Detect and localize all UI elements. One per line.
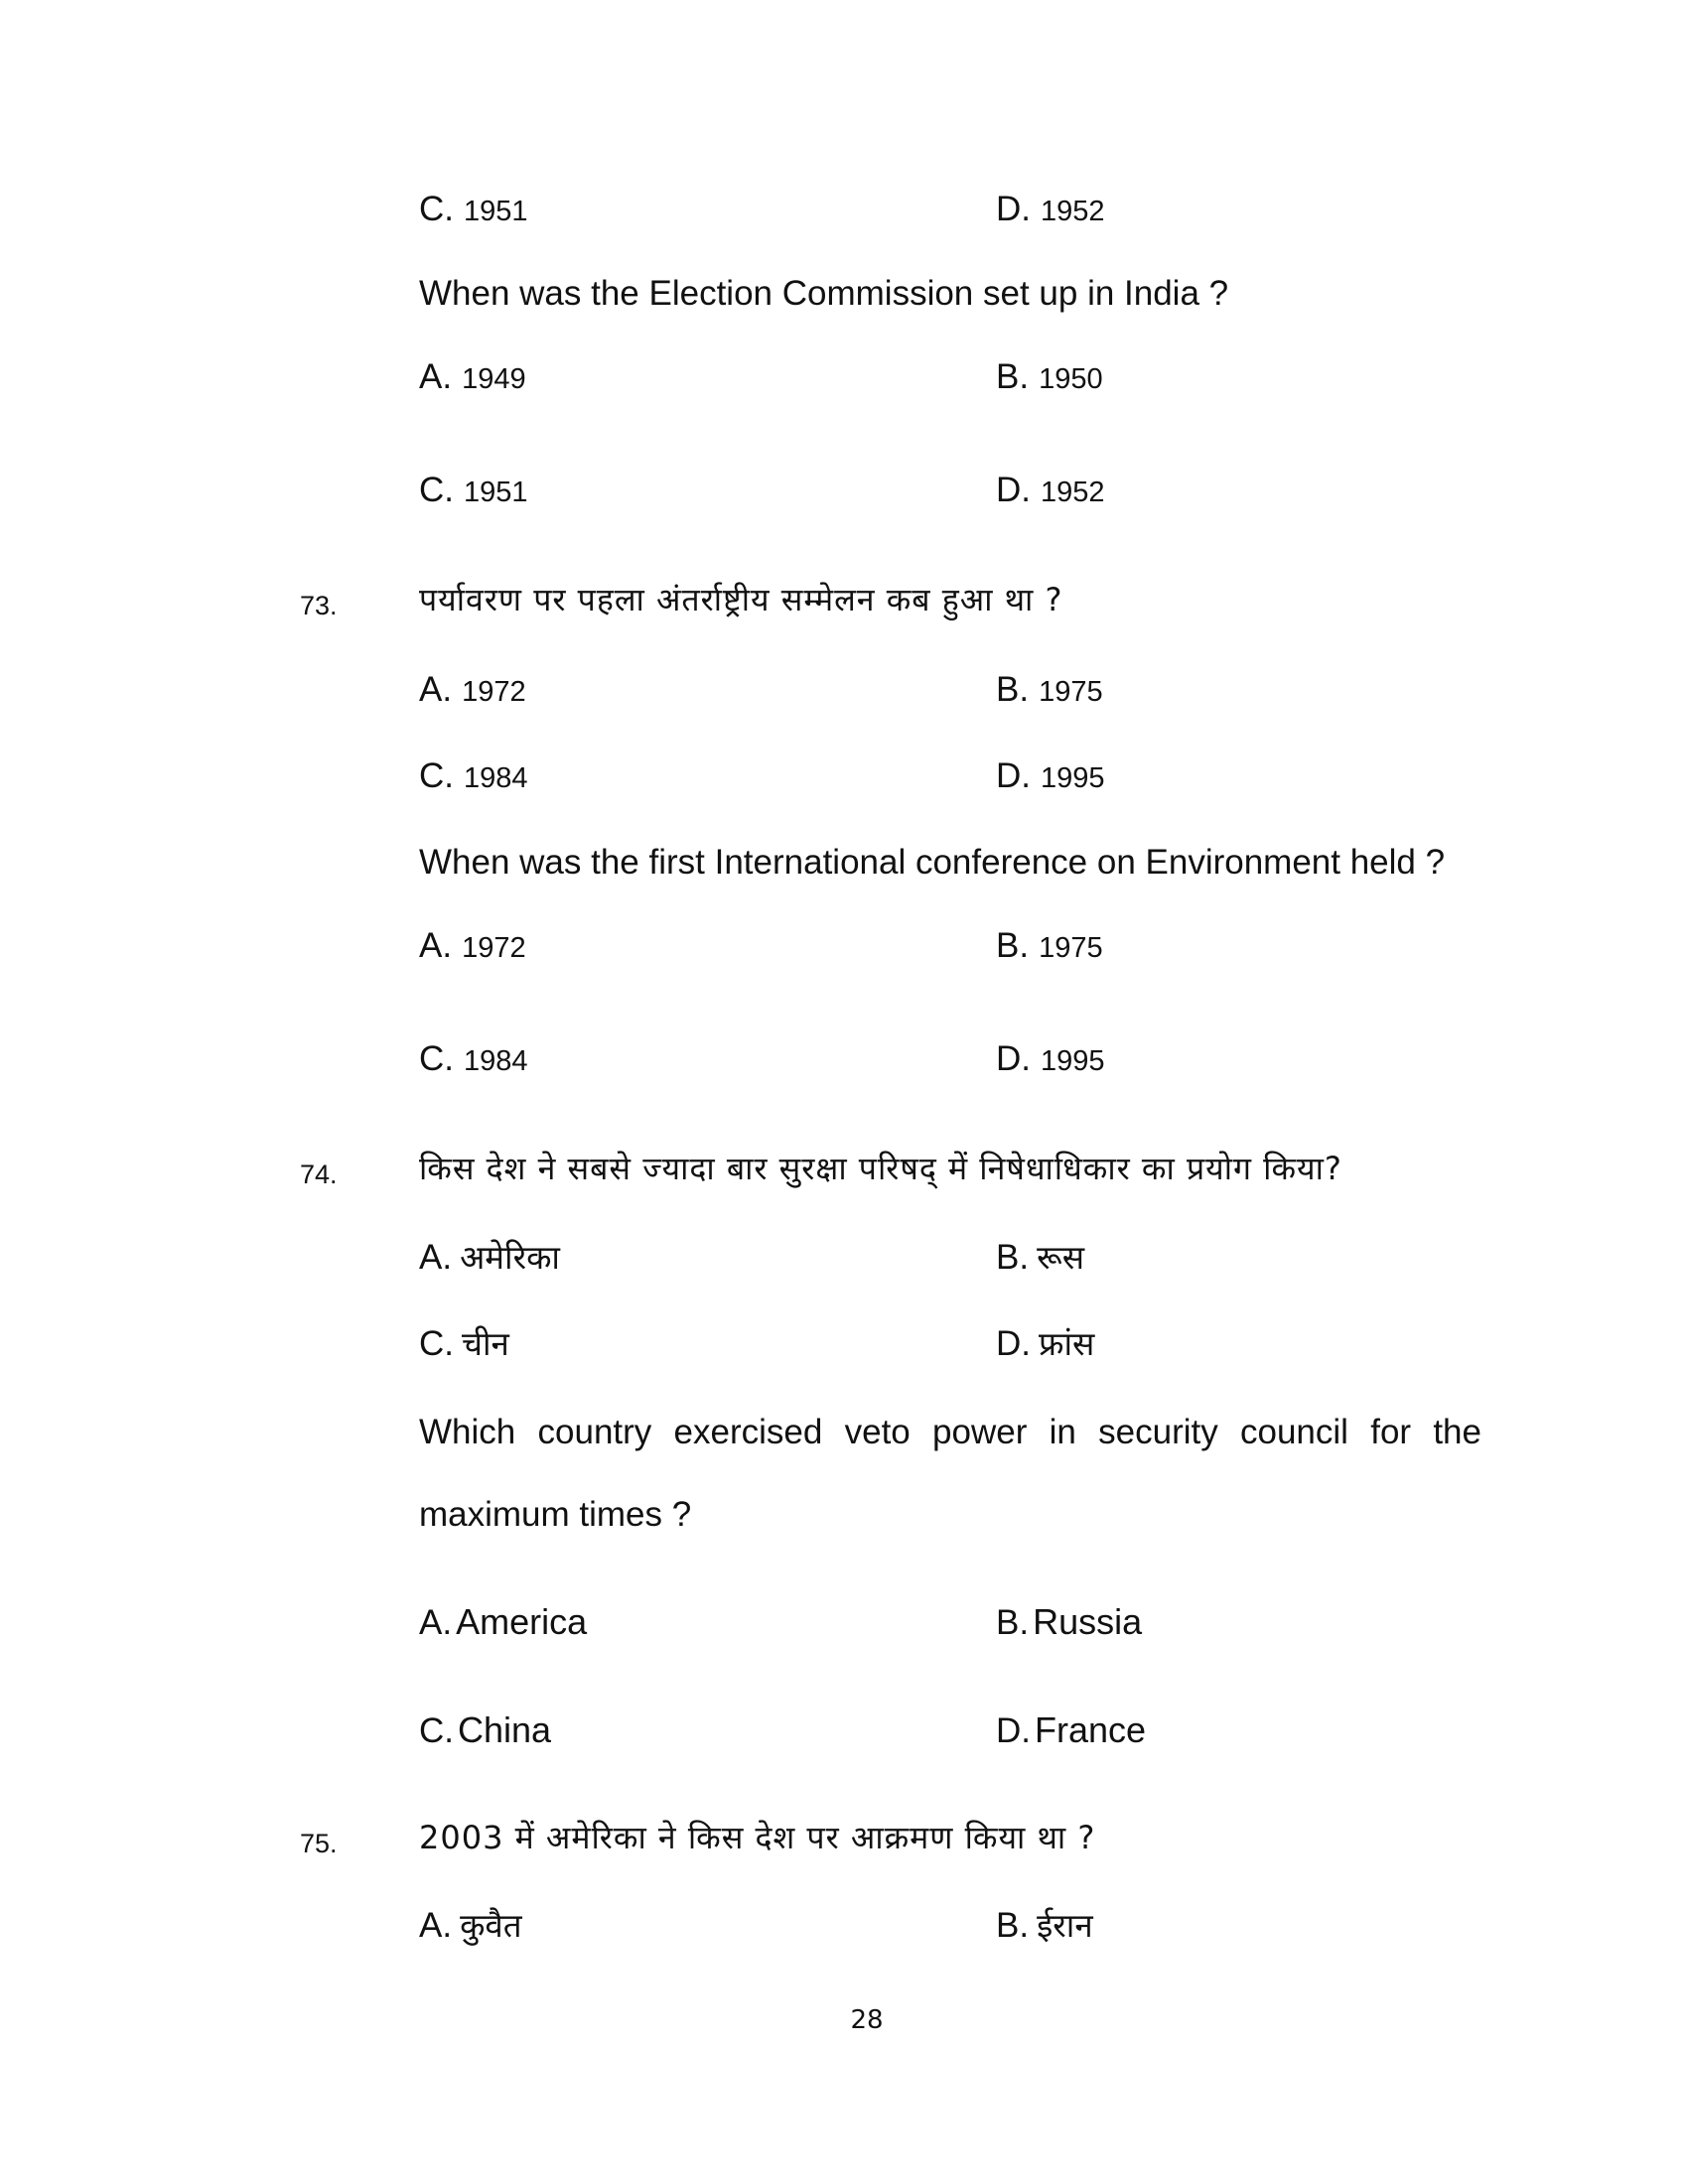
option-value: 1952 bbox=[1041, 196, 1105, 227]
option-value: China bbox=[458, 1709, 552, 1750]
option-value: ईरान bbox=[1037, 1906, 1093, 1945]
question-74-english-line2: maximum times ? bbox=[419, 1495, 692, 1534]
option-a bbox=[419, 359, 526, 394]
option-a bbox=[419, 672, 526, 707]
option-label: A. bbox=[419, 670, 453, 709]
option-value: 1950 bbox=[1039, 363, 1103, 395]
option-d bbox=[996, 192, 1105, 226]
option-value: 1984 bbox=[464, 1045, 528, 1077]
option-value: 1972 bbox=[462, 676, 526, 708]
option-label: A. bbox=[419, 1238, 453, 1277]
option-value: कुवैत bbox=[460, 1906, 522, 1945]
option-label: C. bbox=[419, 1324, 454, 1363]
option-label: D. bbox=[996, 1711, 1031, 1750]
option-c bbox=[419, 1326, 509, 1361]
option-a bbox=[419, 928, 526, 963]
option-label: B. bbox=[996, 357, 1030, 396]
question-74-english-line1: Which country exercised veto power in security council for the bbox=[419, 1413, 1481, 1451]
question-72-english: When was the Election Commission set up in India ? bbox=[419, 274, 1229, 313]
option-value: 1972 bbox=[462, 932, 526, 964]
option-label: D. bbox=[996, 756, 1031, 795]
option-label: A. bbox=[419, 1603, 453, 1642]
option-value: America bbox=[456, 1601, 588, 1642]
option-value: अमेरिका bbox=[460, 1238, 560, 1277]
option-a bbox=[419, 1908, 522, 1943]
option-label: A. bbox=[419, 357, 453, 396]
option-b bbox=[996, 1908, 1093, 1943]
option-label: B. bbox=[996, 926, 1030, 965]
question-73-hindi: पर्यावरण पर पहला अंतर्राष्ट्रीय सम्मेलन कब हुआ था ? bbox=[419, 581, 1063, 618]
option-label: A. bbox=[419, 926, 453, 965]
option-label: A. bbox=[419, 1906, 453, 1945]
option-label: B. bbox=[996, 1238, 1030, 1277]
option-label: D. bbox=[996, 1324, 1031, 1363]
option-label: B. bbox=[996, 670, 1030, 709]
option-d bbox=[996, 1709, 1147, 1750]
option-label: C. bbox=[419, 471, 454, 509]
option-c bbox=[419, 192, 528, 226]
option-label: D. bbox=[996, 471, 1031, 509]
option-b bbox=[996, 928, 1103, 963]
option-value: फ्रांस bbox=[1039, 1324, 1095, 1363]
question-75-hindi: 2003 में अमेरिका ने किस देश पर आक्रमण किया था ? bbox=[419, 1819, 1096, 1856]
option-label: C. bbox=[419, 190, 454, 228]
option-d bbox=[996, 473, 1105, 507]
option-b bbox=[996, 359, 1103, 394]
question-number: 75. bbox=[300, 1829, 338, 1858]
option-value: 1951 bbox=[464, 477, 528, 508]
option-label: B. bbox=[996, 1906, 1030, 1945]
option-b bbox=[996, 672, 1103, 707]
question-number: 74. bbox=[300, 1160, 338, 1189]
option-label: C. bbox=[419, 756, 454, 795]
option-value: 1975 bbox=[1039, 676, 1103, 708]
option-d bbox=[996, 1326, 1094, 1361]
option-c bbox=[419, 1041, 528, 1076]
option-value: 1995 bbox=[1041, 1045, 1105, 1077]
option-value: 1952 bbox=[1041, 477, 1105, 508]
option-d bbox=[996, 758, 1105, 793]
option-d bbox=[996, 1041, 1105, 1076]
option-value: France bbox=[1035, 1709, 1147, 1750]
option-value: Russia bbox=[1033, 1601, 1143, 1642]
option-value: 1949 bbox=[462, 363, 526, 395]
option-label: D. bbox=[996, 190, 1031, 228]
option-b bbox=[996, 1240, 1084, 1275]
option-a bbox=[419, 1240, 560, 1275]
option-label: C. bbox=[419, 1711, 454, 1750]
page-number: 28 bbox=[850, 2005, 884, 2035]
option-label: B. bbox=[996, 1603, 1030, 1642]
question-number: 73. bbox=[300, 591, 338, 620]
option-c bbox=[419, 1709, 552, 1750]
option-value: 1995 bbox=[1041, 762, 1105, 794]
option-value: 1975 bbox=[1039, 932, 1103, 964]
option-label: D. bbox=[996, 1039, 1031, 1078]
option-value: 1951 bbox=[464, 196, 528, 227]
option-c bbox=[419, 758, 528, 793]
option-c bbox=[419, 473, 528, 507]
question-73-english: When was the first International conference on Environment held ? bbox=[419, 843, 1446, 882]
question-74-hindi: किस देश ने सबसे ज्यादा बार सुरक्षा परिषद् में निषेधाधिकार का प्रयोग किया? bbox=[419, 1150, 1342, 1187]
option-value: 1984 bbox=[464, 762, 528, 794]
option-label: C. bbox=[419, 1039, 454, 1078]
option-a bbox=[419, 1601, 588, 1642]
option-value: चीन bbox=[462, 1324, 509, 1363]
option-b bbox=[996, 1601, 1143, 1642]
option-value: रूस bbox=[1037, 1238, 1085, 1277]
